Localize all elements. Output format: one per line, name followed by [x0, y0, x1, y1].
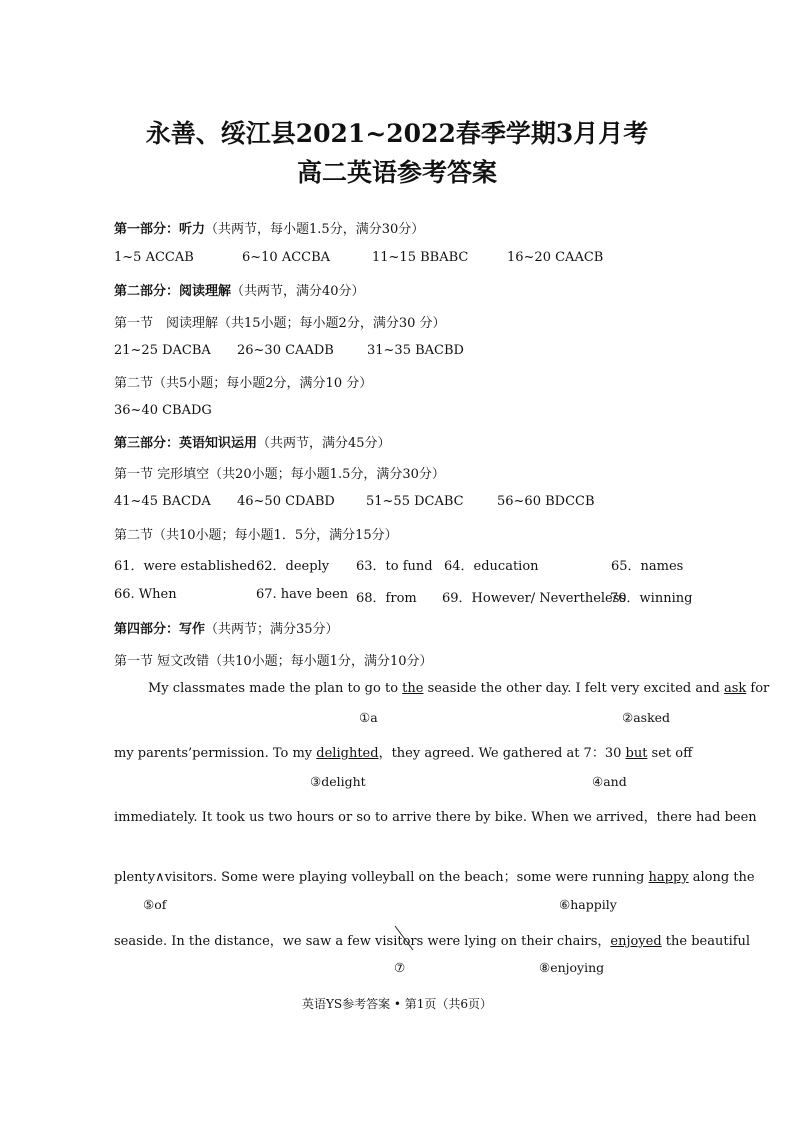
error-mark: ask	[723, 681, 747, 696]
part4-section1: 第一节 短文改错（共10小题；每小题1分，满分10分）	[114, 654, 433, 669]
part3-note: （共两节，满分45分）	[257, 436, 391, 451]
fill-answer: 64．education	[444, 559, 539, 574]
passage-line-4: plenty∧visitors. Some were playing volleyball on the beach；some were running happy along the	[114, 870, 755, 885]
error-mark: delighted	[316, 746, 379, 761]
answer-group: 56~60 BDCCB	[497, 494, 595, 509]
fill-answer: 61．were established	[114, 559, 256, 574]
part2-heading: 第二部分：阅读理解	[114, 284, 232, 299]
part4-heading: 第四部分：写作	[114, 622, 206, 637]
part2-section2: 第二节（共5小题；每小题2分，满分10 分）	[114, 376, 373, 391]
answer-group: 6~10 ACCBA	[242, 250, 331, 265]
answer-group: 41~45 BACDA	[114, 494, 211, 509]
answer-group: 16~20 CAACB	[507, 250, 604, 265]
correction-7: ⑦	[394, 960, 406, 975]
correction-6: ⑥happily	[559, 897, 617, 912]
part4-header	[114, 618, 339, 637]
error-mark: the	[402, 681, 424, 696]
correction-1: ①a	[359, 710, 378, 725]
answer-group: 31~35 BACBD	[367, 343, 464, 358]
answer-group: 21~25 DACBA	[114, 343, 211, 358]
fill-answer: 65．names	[611, 559, 684, 574]
correction-2: ②asked	[622, 710, 671, 725]
correction-3: ③delight	[310, 774, 366, 789]
part3-header	[114, 432, 391, 451]
deletion-mark-icon	[393, 924, 415, 952]
passage-line-2: my parents’permission. To my delighted，they agreed. We gathered at 7：30 but set off	[114, 746, 693, 761]
answer-group: 46~50 CDABD	[237, 494, 335, 509]
error-mark: happy	[648, 870, 689, 885]
part3-section2: 第二节（共10小题；每小题1．5分，满分15分）	[114, 528, 398, 543]
part1-header	[114, 218, 424, 237]
part2-section1: 第一节 阅读理解（共15小题；每小题2分，满分30 分）	[114, 316, 446, 331]
part3-heading: 第三部分：英语知识运用	[114, 436, 258, 451]
answer-group: 51~55 DCABC	[366, 494, 464, 509]
fill-answer: 70．winning	[610, 591, 693, 606]
part2-note: （共两节，满分40分）	[231, 284, 365, 299]
error-mark: but	[625, 746, 648, 761]
part1-heading: 第一部分：听力	[114, 222, 206, 237]
page-footer: 英语YS参考答案 • 第1页（共6页）	[301, 997, 493, 1011]
exam-subtitle: 高二英语参考答案	[296, 158, 497, 187]
fill-answer: 62．deeply	[256, 559, 330, 574]
answer-group: 1~5 ACCAB	[114, 250, 194, 265]
passage-line-1: My classmates made the plan to go to the seaside the other day. I felt very excited and ask for	[148, 681, 770, 696]
part2-header	[114, 280, 365, 299]
fill-answer: 68．from	[356, 591, 417, 606]
correction-4: ④and	[592, 774, 627, 789]
part3-section1: 第一节 完形填空（共20小题；每小题1.5分，满分30分）	[114, 467, 445, 482]
answer-group: 26~30 CAADB	[237, 343, 334, 358]
answer-group: 36~40 CBADG	[114, 403, 212, 418]
passage-line-3: immediately. It took us two hours or so to arrive there by bike. When we arrived，there had been	[114, 810, 757, 825]
exam-title: 永善、绥江县2021~2022春季学期3月月考	[145, 119, 649, 148]
answer-group: 11~15 BBABC	[372, 250, 469, 265]
fill-answer: 66. When	[114, 587, 177, 602]
fill-answer: 67. have been	[256, 587, 349, 602]
fill-answer: 69．However/ Nevertheless	[442, 591, 627, 606]
error-mark: enjoyed	[610, 934, 662, 949]
correction-5: ⑤of	[143, 897, 167, 912]
part4-note: （共两节；满分35分）	[205, 622, 339, 637]
part1-note: （共两节，每小题1.5分，满分30分）	[205, 222, 425, 237]
passage-line-5: seaside. In the distance，we saw a few visitors were lying on their chairs，enjoyed the beautiful	[114, 934, 751, 949]
correction-8: ⑧enjoying	[539, 960, 605, 975]
fill-answer: 63．to fund	[356, 559, 433, 574]
